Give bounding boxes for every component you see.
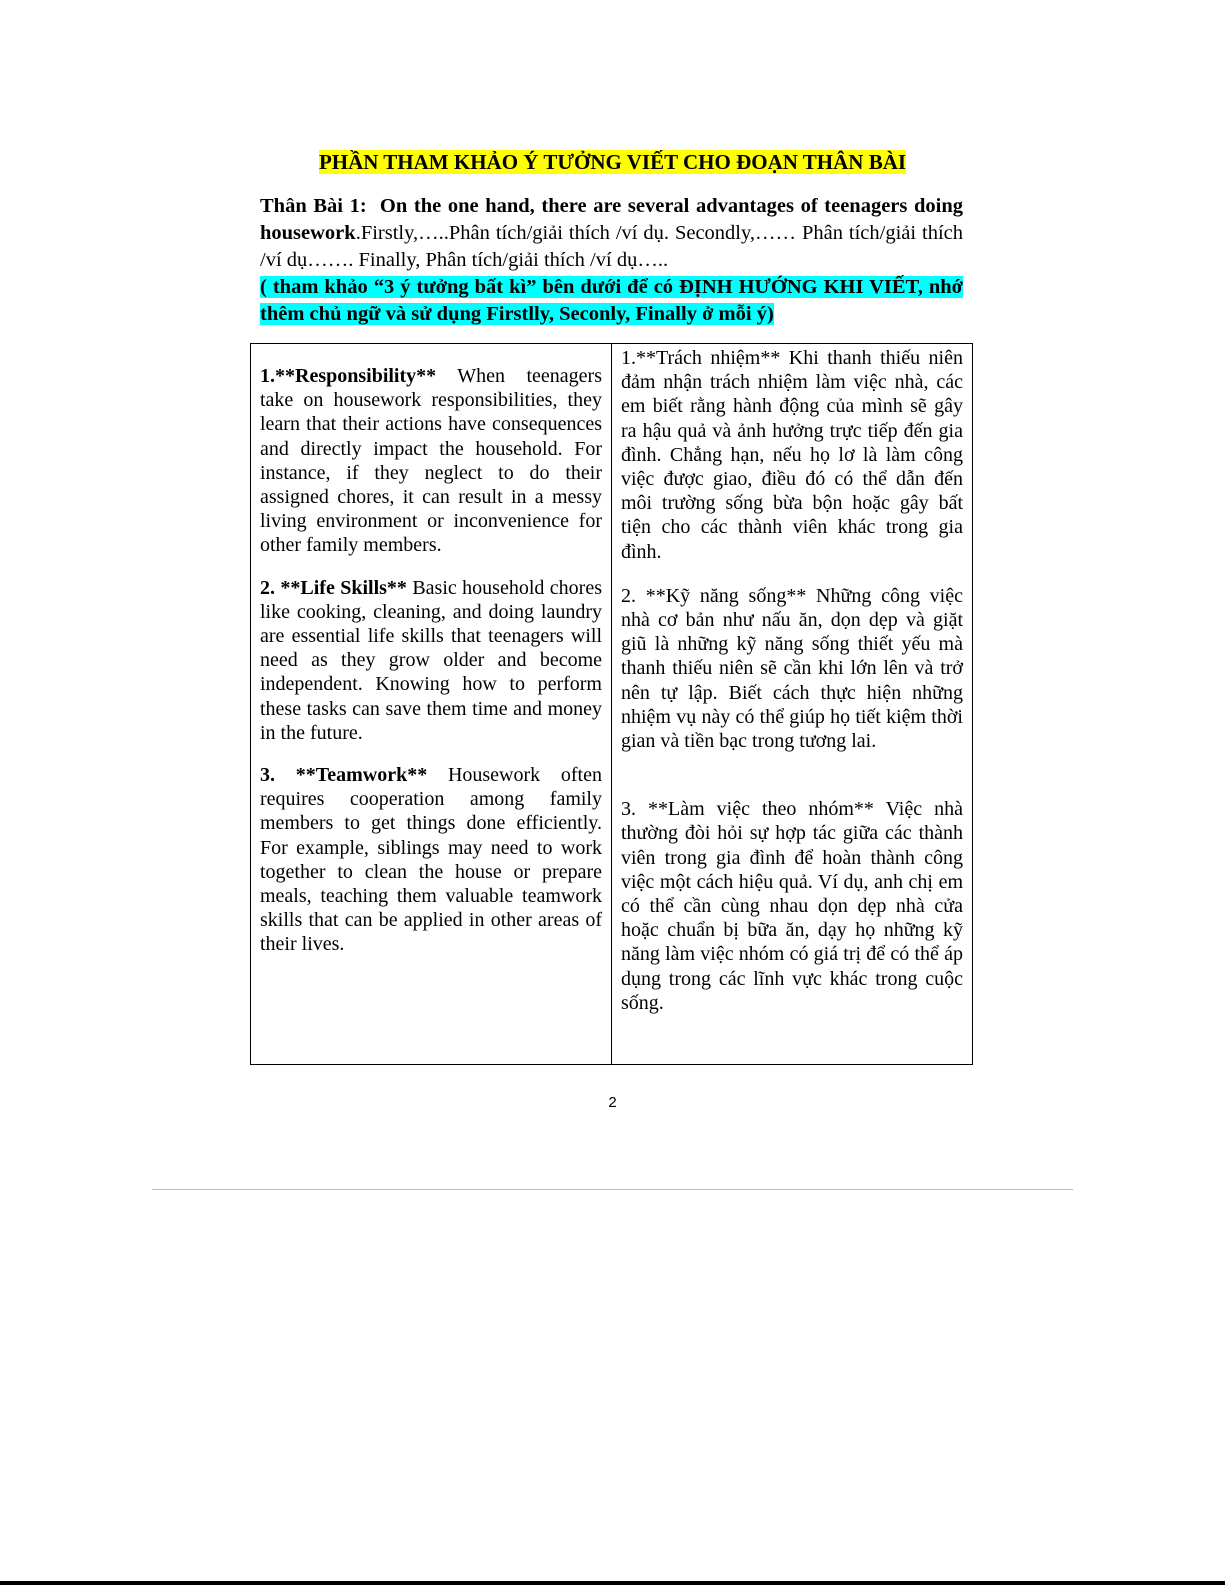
page-number: 2 [608,1094,617,1111]
english-idea-3 [260,745,602,957]
intro-guide: .Firstly,…..Phân tích/giải thích /ví dụ. Secondly,…… Phân tích/giải thích /ví dụ……. Finally, Phân tích/giải thích /ví dụ….. [260,222,963,271]
page-title [260,148,965,176]
note-paragraph [260,274,963,328]
bottom-edge-bar [0,1581,1225,1585]
note-text: ( tham khảo “3 ý tưởng bất kì” bên dưới để có ĐỊNH HƯỚNG KHI VIẾT, nhớ thêm chủ ngữ và sử dụng Firstlly, Seconly, Finally ở mỗi ý) [260,276,963,325]
page-divider [152,1189,1073,1190]
english-idea-3-text: Housework often requires cooperation among family members to get things done efficiently. For example, siblings may need to work together to clean the house or prepare meals, teaching them valuable teamwork skills that can be applied in other areas of their lives. [260,764,602,956]
vietnamese-column [612,344,973,1065]
vietnamese-idea-1: 1.**Trách nhiệm** Khi thanh thiếu niên đảm nhận trách nhiệm làm việc nhà, các em biết rằng hành động của mình sẽ gây ra hậu quả và ảnh hưởng trực tiếp đến gia đình. Chẳng hạn, nếu họ lơ là làm công việc được giao, điều đó có thể dẫn đến môi trường sống bừa bộn hoặc gây bất tiện cho các thành viên khác trong gia đình. [621,347,963,563]
ideas-table [250,343,973,1065]
english-idea-2-text: Basic household chores like cooking, cleaning, and doing laundry are essential life skills that teenagers will need as they grow older and become independent. Knowing how to perform these tasks can save them time and money in the future. [260,576,602,744]
intro-label: Thân Bài 1: [260,195,367,217]
intro-paragraph [260,193,963,274]
english-idea-2-heading: 2. **Life Skills** [260,576,407,599]
english-idea-1 [260,344,602,558]
english-idea-1-text: When teenagers take on housework responsibilities, they learn that their actions have consequences and directly impact the household. For instance, if they neglect to do their assigned chores, it can result in a messy living environment or inconvenience for other family members. [260,365,602,557]
intro-topic-sentence: On the one hand, there are several advantages of teenagers doing housework [260,195,963,244]
english-column [251,344,612,1065]
vietnamese-idea-3: 3. **Làm việc theo nhóm** Việc nhà thường đòi hỏi sự hợp tác giữa các thành viên trong gia đình để hoàn thành công việc một cách hiệu quả. Ví dụ, anh chị em có thể cần cùng nhau dọn dẹp nhà cửa hoặc chuẩn bị bữa ăn, dạy họ những kỹ năng làm việc nhóm có giá trị để có thể áp dụng trong các lĩnh vực khác trong cuộc sống. [621,798,963,1014]
vietnamese-idea-2: 2. **Kỹ năng sống** Những công việc nhà cơ bản như nấu ăn, dọn dẹp và giặt giũ là những kỹ năng sống thiết yếu mà thanh thiếu niên sẽ cần khi lớn lên và trở nên tự lập. Biết cách thực hiện những nhiệm vụ này có thể giúp họ tiết kiệm thời gian và tiền bạc trong tương lai. [621,584,963,753]
english-idea-1-heading: 1.**Responsibility** [260,365,437,387]
english-idea-2 [260,558,602,745]
page-title-text: PHẦN THAM KHẢO Ý TƯỞNG VIẾT CHO ĐOẠN THÂN BÀI [318,150,907,174]
english-idea-3-heading: 3. **Teamwork** [260,764,428,787]
ideas-table-row [251,344,973,1065]
